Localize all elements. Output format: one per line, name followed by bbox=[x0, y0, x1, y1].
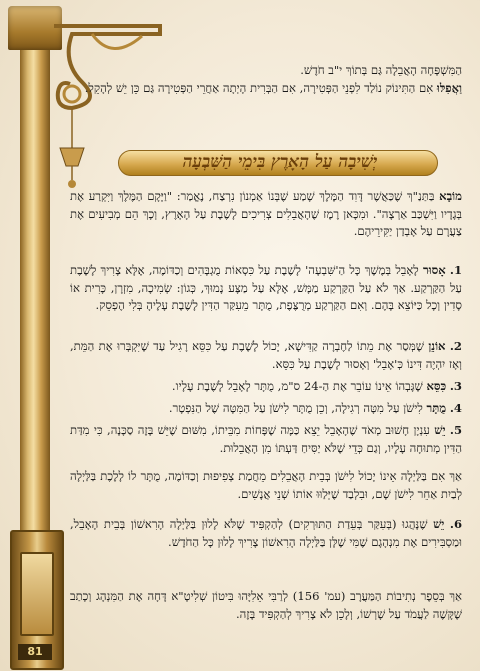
closing-text: אַךְ בְּסֵפֶר נְתִיבוֹת הַמַּעֲרָב (עמ' 156) לְרַבִּי אֵלִיָּהוּ בִּיטוֹן שְׁלִיטָ"א דָּחָה אֶת הַמִּנְהָג וְכָתַב שֶׁקָּשֶׁה לַעֲמֹד עַל שָׁרְשׁוֹ, וְלָכֵן לֹא צָרִיךְ לְהַקְפִּיד בָּזֶה. bbox=[70, 589, 462, 621]
item-keyword: מֻתָּר bbox=[426, 401, 447, 415]
source-paragraph bbox=[70, 188, 462, 241]
item-text: לָאָבֵל בְּמֶשֶׁךְ כָּל הַ'שִּׁבְעָה' לָשֶׁבֶת עַל כִּסְאוֹת מֻגְבָּהִים וְכַדּוֹמֶה, אֶלָּא צָרִיךְ לָשֶׁבֶת עַל הַקַּרְקַע. אַךְ לֹא עַל הַקַּרְקַע מַמָּשׁ, אֶלָּא עַל מַצָּע נָמוּךְ, כְּגוֹן: שְׂמִיכָה, מִזְרָן, כָּרִית אוֹ סָדִין וְכָל כַּיּוֹצֵא בָּהֶם. וְאִם הַקַּרְקַע מְרֻצֶּפֶת, מֻתָּר מֵעִקַּר הַדִּין לָשֶׁבֶת עָלֶיהָ בְּלִי הֶפְסֵק. bbox=[70, 263, 462, 312]
section-heading bbox=[98, 146, 462, 176]
item-1 bbox=[70, 262, 462, 315]
item-text: עִנְיָן חָשׁוּב מְאֹד שֶׁהָאָבֵל יֵצֵא כַּמָּה שֶׁפָּחוֹת מִבֵּיתוֹ, מִשּׁוּם שֶׁיֵּשׁ בָּזֶה סַכָּנָה, כִּי מִדַּת הַדִּין מְתוּחָה עָלָיו, וְגַם כְּדֵי שֶׁלֹּא יַסִּיחַ דַּעְתּוֹ מִן הָאֲבֵלוּת. bbox=[70, 423, 462, 455]
page-number: 81 bbox=[18, 644, 52, 660]
item-3 bbox=[70, 378, 462, 396]
intro-line-1 bbox=[70, 62, 462, 80]
item-number: 6. bbox=[449, 517, 463, 531]
item-keyword: יֵשׁ bbox=[433, 517, 445, 531]
column-base bbox=[10, 530, 64, 670]
item-keyword: אָסוּר bbox=[422, 263, 446, 277]
item-2 bbox=[70, 338, 462, 373]
item-text: לִישֹׁן עַל מִטָּה רְגִילָה, וְכֵן מֻתָּר לִישֹׁן עַל הַמִּטָּה שֶׁל הַנִּפְטָר. bbox=[168, 401, 423, 415]
item-number: 4. bbox=[449, 401, 462, 415]
item-4 bbox=[70, 400, 462, 418]
item-text: שֶׁמְּסַר אֶת מֵתוֹ לַחֶבְרָה קַדִּישָׁא, יָכוֹל לָשֶׁבֶת עַל כִּסֵּא רָגִיל עַד שֶׁיִּקְבְּרוּ אֶת הַמֵּת, וְאָז יִהְיֶה דִּינוֹ כְּ'אָבֵל' וְאָסוּר לָשֶׁבֶת עַל כִּסֵּא. bbox=[70, 339, 462, 371]
heading-text: יְשִׁיבָה עַל הָאָרֶץ בִּימֵי הַשִּׁבְעָה bbox=[182, 152, 378, 172]
item-text: אַךְ אִם בַּלַּיְלָה אֵינוֹ יָכוֹל לִישֹׁן בְּבֵית הָאֲבֵלִים מֵחֲמַת צְפִיפוּת וְכַדּוֹמֶה, מֻתָּר לוֹ לָלֶכֶת בַּלַּיְלָה לְבַיִת אַחֵר לִישֹׁן שָׁם, וּבִלְבַד שֶׁיְּלַוּוּ אוֹתוֹ שְׁנֵי אֲנָשִׁים. bbox=[70, 469, 462, 501]
item-number: 2. bbox=[449, 339, 462, 353]
intro-paragraph bbox=[70, 80, 462, 98]
decorative-column bbox=[16, 6, 54, 666]
item-keyword: כִּסֵּא bbox=[426, 379, 447, 393]
item-keyword: יֵשׁ bbox=[434, 423, 446, 437]
item-text: שֶׁנָּהֲגוּ (בְּעִקַּר בְּעֵדַת הַתּוּרְקִים) לְהַקְפִּיד שֶׁלֹּא לָלוּן בַּלַּיְלָה הָרִאשׁוֹן בְּבֵית הָאָבֵל, וּמַסְבִּירִים אֶת מִנְהָגָם שֶׁמִּי שֶׁלָּן בַּלַּיְלָה הָרִאשׁוֹן צָרִיךְ לָלוּן כָּל הַחֹדֶשׁ. bbox=[70, 517, 462, 549]
source-text: בַּתַּנַ"ךְ שֶׁכַּאֲשֶׁר דָּוִד הַמֶּלֶךְ שָׁמַע שֶׁבְּנוֹ אַמְנוֹן נִרְצַח, נֶאֱמַר: "וַיָּקָם הַמֶּלֶךְ וַיִּקְרַע אֶת בְּגָדָיו וַיִּשְׁכַּב אַרְצָה". וּמִכָּאן רֶמֶז שֶׁהָאֲבֵלִים צְרִיכִים לָשֶׁבֶת עַל הָאָרֶץ, וְכָךְ הֵם מְבִיעִים אֶת צַעֲרָם עַל אָבְדַן יַקִּירֵיהֶם. bbox=[70, 189, 462, 238]
item-6 bbox=[70, 516, 462, 551]
intro-text-2: אִם הַתִּינוֹק נוֹלַד לִפְנֵי הַפְּטִירָה, אִם הַבְּרִית הָיְתָה אַחֲרֵי הַפְּטִירָה גַּם כֵּן יֵשׁ לְהָקֵל. bbox=[84, 81, 434, 95]
column-shaft bbox=[20, 50, 50, 530]
column-base-panel bbox=[20, 552, 54, 636]
intro-keyword: וַאֲפִלּוּ bbox=[436, 81, 462, 95]
item-number: 3. bbox=[449, 379, 462, 393]
item-5-continued bbox=[70, 468, 462, 503]
source-keyword: מוֹבָא bbox=[439, 189, 463, 203]
item-text: שֶׁגָּבְהוֹ אֵינוֹ עוֹבֵר אֶת הַ-24 ס"מ, מֻתָּר לָאָבֵל לָשֶׁבֶת עָלָיו. bbox=[171, 379, 423, 393]
main-text bbox=[70, 0, 462, 671]
closing-paragraph bbox=[70, 588, 462, 623]
item-number: 1. bbox=[449, 263, 463, 277]
item-5 bbox=[70, 422, 462, 457]
item-number: 5. bbox=[449, 423, 463, 437]
item-keyword: אוֹנֵן bbox=[428, 339, 446, 353]
intro-text: הַמִּשְׁפָּחָה הָאֲבֵלָה גַּם בְּתוֹךְ י"ב חֹדֶשׁ. bbox=[300, 63, 462, 77]
